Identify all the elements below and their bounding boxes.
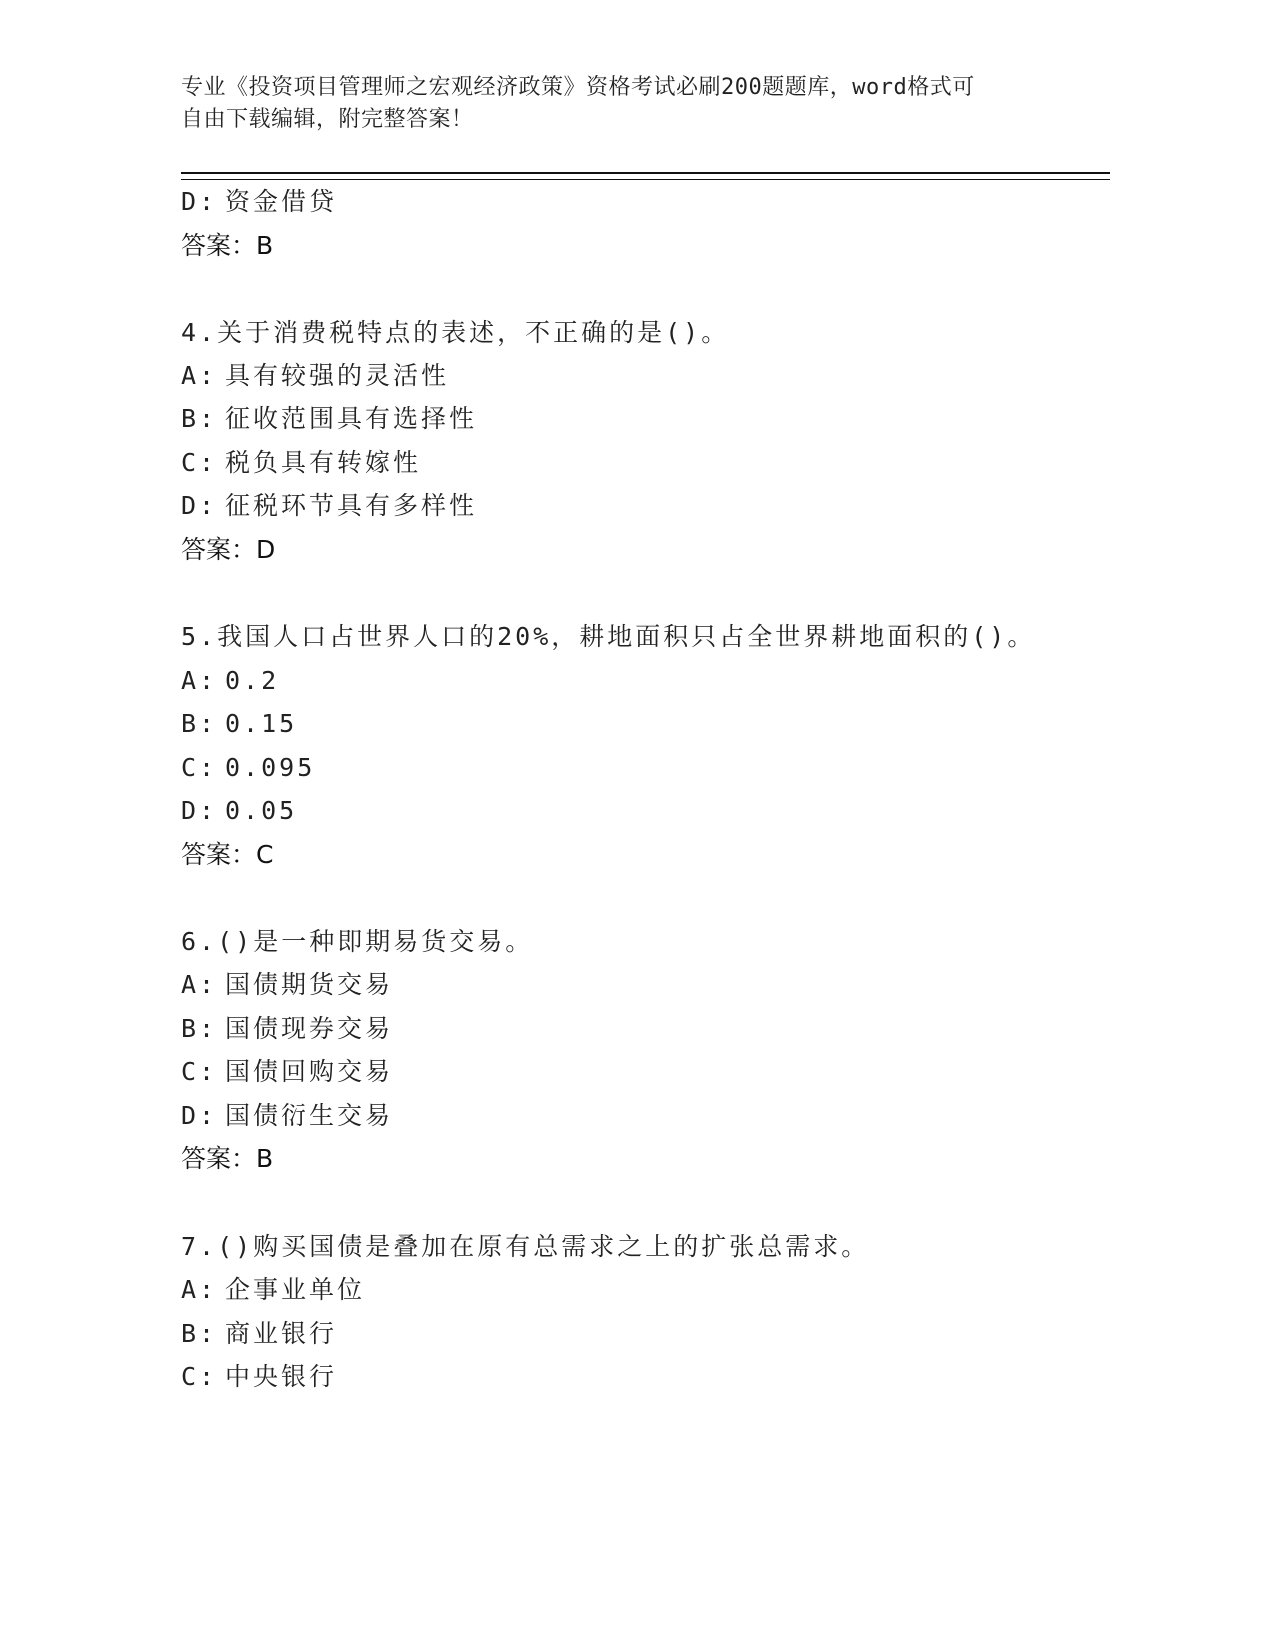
option-key: C: [181, 1362, 218, 1391]
answer-line: 答案：B [181, 1144, 274, 1173]
option-b [181, 1319, 337, 1349]
option-text: 国债衍生交易 [225, 1101, 394, 1130]
document-header [181, 72, 1041, 136]
option-key: A: [181, 361, 218, 390]
option-text: 资金借贷 [225, 187, 338, 216]
option-c [181, 448, 421, 478]
option-d [181, 187, 337, 217]
option-key: B: [181, 404, 218, 433]
option-text: 0.15 [225, 709, 298, 738]
option-key: A: [181, 666, 218, 695]
question-stem: 7.()购买国债是叠加在原有总需求之上的扩张总需求。 [181, 1232, 870, 1261]
option-text: 国债期货交易 [225, 970, 394, 999]
option-key: C: [181, 1057, 218, 1086]
option-text: 国债回购交易 [225, 1057, 394, 1086]
option-key: B: [181, 709, 218, 738]
question-stem: 6.()是一种即期易货交易。 [181, 927, 534, 956]
option-d [181, 796, 297, 826]
option-key: D: [181, 796, 218, 825]
option-text: 0.2 [225, 666, 280, 695]
option-text: 征收范围具有选择性 [225, 404, 478, 433]
option-key: B: [181, 1319, 218, 1348]
question-stem: 4.关于消费税特点的表述，不正确的是()。 [181, 318, 730, 347]
option-a [181, 970, 393, 1000]
option-key: C: [181, 448, 218, 477]
option-c [181, 1362, 337, 1392]
option-b [181, 1014, 393, 1044]
option-text: 0.095 [225, 753, 316, 782]
option-key: B: [181, 1014, 218, 1043]
option-text: 征税环节具有多样性 [225, 491, 478, 520]
option-c [181, 753, 315, 783]
option-text: 国债现券交易 [225, 1014, 394, 1043]
option-b [181, 404, 477, 434]
option-d [181, 1101, 393, 1131]
option-a [181, 666, 279, 696]
option-key: D: [181, 187, 218, 216]
answer-line: 答案：B [181, 231, 274, 260]
option-text: 具有较强的灵活性 [225, 361, 450, 390]
option-text: 企事业单位 [225, 1275, 366, 1304]
option-text: 中央银行 [225, 1362, 338, 1391]
option-key: C: [181, 753, 218, 782]
header-line-2: 自由下载编辑，附完整答案！ [181, 107, 474, 132]
option-key: A: [181, 1275, 218, 1304]
header-divider-thin [181, 179, 1110, 180]
option-key: D: [181, 491, 218, 520]
option-b [181, 709, 297, 739]
option-text: 商业银行 [225, 1319, 338, 1348]
option-c [181, 1057, 393, 1087]
answer-line: 答案：C [181, 840, 274, 869]
header-line-1: 专业《投资项目管理师之宏观经济政策》资格考试必刷200题题库，word格式可 [181, 75, 975, 100]
option-a [181, 361, 449, 391]
question-stem: 5.我国人口占世界人口的20%，耕地面积只占全世界耕地面积的()。 [181, 622, 1036, 651]
option-text: 税负具有转嫁性 [225, 448, 422, 477]
header-divider [181, 172, 1110, 174]
option-d [181, 491, 477, 521]
option-text: 0.05 [225, 796, 298, 825]
option-a [181, 1275, 365, 1305]
option-key: D: [181, 1101, 218, 1130]
answer-line: 答案：D [181, 535, 276, 564]
option-key: A: [181, 970, 218, 999]
